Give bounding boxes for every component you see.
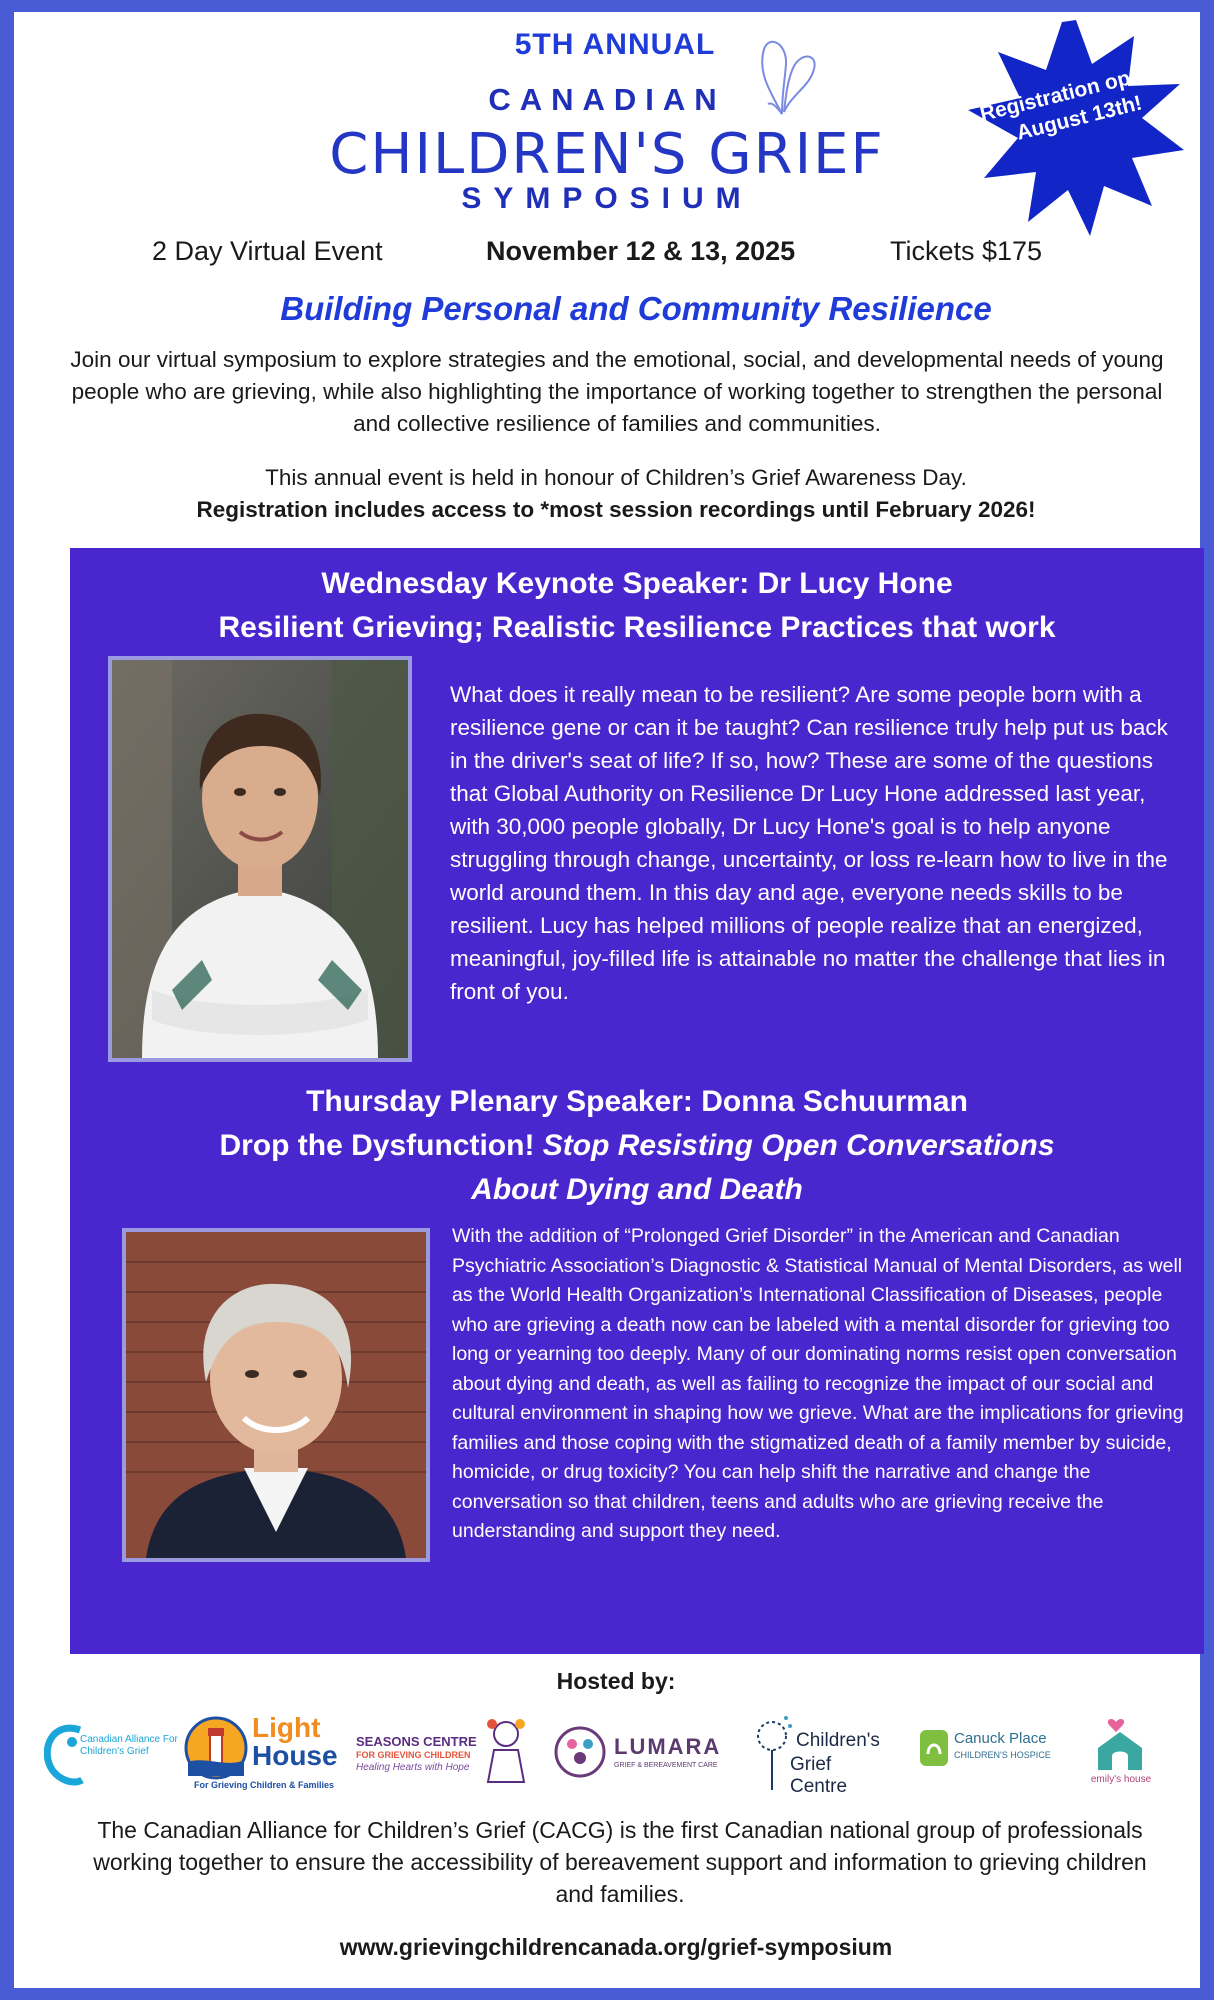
keynote-bio: What does it really mean to be resilient? Are some people born with a resilience gene or can it be taught? Can resilience truly help put us back in the driver's seat of life? If so, how? These are some of the questions that Global Authority on Resilience Dr Lucy Hone addressed last year, with 30,000 people globally, Dr Lucy Hone's goal is to help anyone struggling through change, uncertainty, or loss re-learn how to live in the world around them. In this day and age, everyone needs skills to be resilient. Lucy has helped millions of people realize that an energized, meaningful, joy-filled life is attainable no matter the challenge that lies in front of you. [450, 682, 1168, 1004]
donna-schuurman-photo [122, 1228, 430, 1562]
plenary-subtitle-line3: About Dying and Death [471, 1173, 803, 1206]
childrens-grief-centre-logo [750, 1712, 890, 1798]
lumara-word: LUMARA [614, 1734, 722, 1759]
registration-badge-text: Registration opens August 13th! [977, 57, 1168, 145]
event-dates: November 12 & 13, 2025 [486, 236, 796, 266]
event-details-row [0, 236, 1214, 276]
seasons-line-3: Healing Hearts with Hope [356, 1762, 470, 1773]
keynote-subtitle: Resilient Grieving; Realistic Resilience Practices that work [218, 611, 1056, 644]
emilys-house-icon [1092, 1712, 1148, 1772]
event-ticket-price: Tickets $175 [890, 236, 1043, 266]
symposium-url-link[interactable]: www.grievingchildrencanada.org/grief-symposium [339, 1934, 893, 1960]
dandelion-icon [750, 1712, 794, 1792]
recordings-note: Registration includes access to *most session recordings until February 2026! [196, 497, 1036, 522]
plenary-subtitle-italic: Stop Resisting Open Conversations [542, 1129, 1055, 1162]
title-childrens-grief: CHILDREN'S GRIEF [329, 122, 885, 187]
keynote-title: Wednesday Keynote Speaker: Dr Lucy Hone [321, 567, 953, 600]
emilys-house-logo [1086, 1712, 1156, 1798]
plenary-subtitle-plain: Drop the Dysfunction! [219, 1129, 543, 1162]
lighthouse-sub: For Grieving Children & Families [193, 1780, 335, 1790]
event-format: 2 Day Virtual Event [152, 236, 383, 266]
cgc-word-1: Children's [796, 1730, 880, 1751]
lighthouse-word-1: Light [252, 1712, 321, 1743]
cacg-logo [44, 1712, 178, 1798]
title-symposium: SYMPOSIUM [461, 182, 753, 215]
lighthouse-word-2: House [252, 1740, 338, 1771]
plenary-title: Thursday Plenary Speaker: Donna Schuurman [306, 1085, 968, 1118]
speakers-panel [70, 548, 1204, 1654]
seasons-child-icon [480, 1716, 532, 1786]
cacg-logo-text: Canadian Alliance For Children's Grief [80, 1734, 178, 1757]
canuck-place-mark-icon [918, 1728, 950, 1768]
seasons-line-1: SEASONS CENTRE [356, 1734, 477, 1749]
plenary-subtitle [70, 1124, 1204, 1168]
title-canadian: CANADIAN [488, 82, 726, 117]
intro-paragraph: Join our virtual symposium to explore strategies and the emotional, social, and developmental needs of young people who are grieving, while also highlighting the importance of working together to strengthen the personal and collective resilience of families and communities. [70, 347, 1164, 436]
honour-note [0, 462, 1214, 526]
lumara-sub: GRIEF & BEREAVEMENT CARE [614, 1762, 718, 1769]
lighthouse-logo [184, 1712, 340, 1798]
seasons-line-2: FOR GRIEVING CHILDREN [356, 1750, 471, 1760]
lumara-mark-icon [554, 1726, 606, 1778]
host-logos-row [0, 1712, 1214, 1802]
canuck-word-2: CHILDREN'S HOSPICE [954, 1750, 1051, 1760]
emily-word: emily's house [1090, 1774, 1152, 1785]
cacg-mark-icon [44, 1712, 84, 1792]
edition-label: 5TH ANNUAL [514, 28, 716, 61]
honour-line: This annual event is held in honour of Children’s Grief Awareness Day. [265, 465, 967, 490]
canuck-word-1: Canuck Place [954, 1730, 1047, 1747]
lumara-logo [554, 1712, 720, 1798]
lighthouse-icon [184, 1716, 248, 1780]
plenary-bio: With the addition of “Prolonged Grief Disorder” in the American and Canadian Psychiatric Association’s Diagnostic & Statistical Manual of Mental Disorders, as well as the World Health Organization’s International Classification of Diseases, people who are grieving a death now can be labeled with a mental disorder for grieving too long or yearning too deeply. Many of our dominating norms resist open conversation about dying and death, as well as failing to recognize the impact of our social and cultural environment in shaping how we grieve. What are the implications for grieving families and those coping with the stigmatized death of a family member by suicide, homicide, or drug toxicity? You can help shift the narrative and change the conversation so that children, teens and adults who are grieving receive the understanding and support they need. [452, 1225, 1184, 1542]
cgc-word-2: Grief Centre [790, 1754, 848, 1797]
canuck-place-logo [918, 1712, 1078, 1798]
cacg-about-paragraph: The Canadian Alliance for Children’s Grief (CACG) is the first Canadian national group of professionals working together to ensure the accessibility of bereavement support and information to grieving children and families. [93, 1817, 1147, 1907]
lucy-hone-photo [108, 656, 412, 1062]
hosted-by-heading: Hosted by: [556, 1668, 676, 1694]
theme-heading: Building Personal and Community Resilience [280, 290, 992, 327]
seasons-centre-logo [356, 1712, 532, 1798]
butterfly-icon [752, 34, 822, 124]
